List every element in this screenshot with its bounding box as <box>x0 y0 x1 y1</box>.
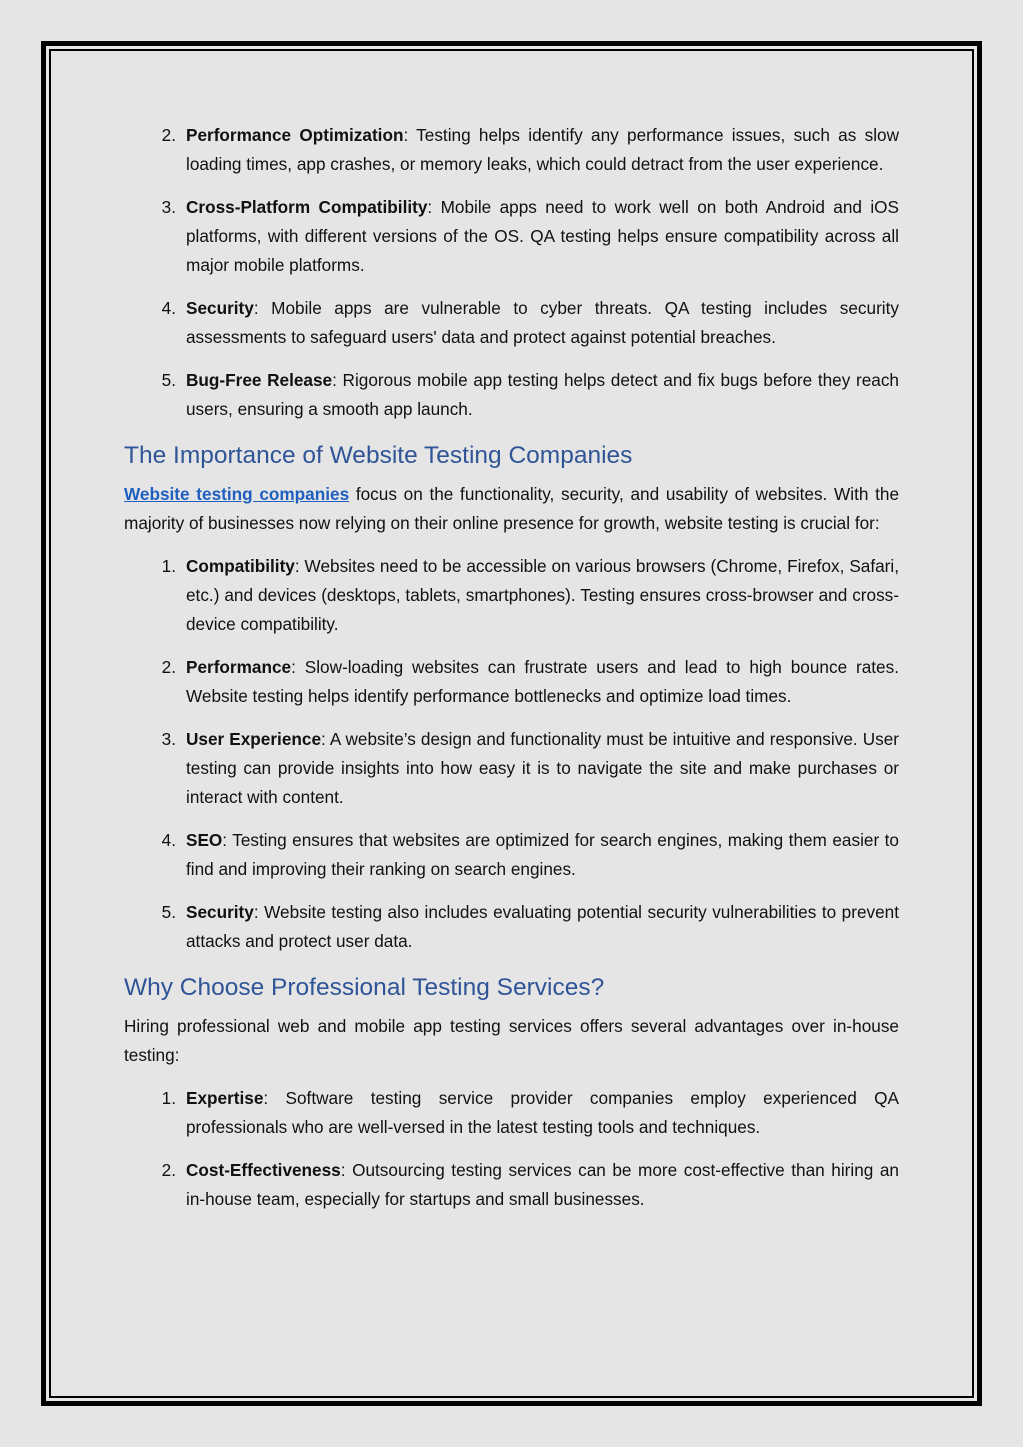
list-item <box>124 826 899 884</box>
list-item-text: : Slow-loading websites can frustrate users and lead to high bounce rates. Website testing helps identify performance bottlenecks and optimize load times. <box>186 657 899 706</box>
section-heading-website-testing: The Importance of Website Testing Companies <box>124 442 633 469</box>
list-number: 4 . <box>154 294 176 323</box>
list-item-text: : Rigorous mobile app testing helps detect and fix bugs before they reach users, ensuring a smooth app launch. <box>186 370 899 419</box>
list-item-text: : Outsourcing testing services can be more cost-effective than hiring an in-house team, especially for startups and small businesses. <box>186 1160 899 1209</box>
list-item-term: Performance Optimization <box>186 125 404 145</box>
list-item-term: Cost-Effectiveness <box>186 1160 341 1180</box>
section-heading-professional-testing: Why Choose Professional Testing Services? <box>124 974 605 1001</box>
list-item-term: Expertise <box>186 1088 264 1108</box>
mobile-benefits-list <box>124 121 899 424</box>
professional-intro-paragraph: Hiring professional web and mobile app testing services offers several advantages over in-house testing: <box>124 1016 899 1065</box>
list-item-term: Performance <box>186 657 292 677</box>
website-benefits-list <box>124 552 899 956</box>
list-item-text: : Mobile apps are vulnerable to cyber threats. QA testing includes security assessments to safeguard users' data and protect against potential breaches. <box>186 298 899 347</box>
list-item-term: Cross-Platform Compatibility <box>186 197 428 217</box>
list-item-text: : A website’s design and functionality must be intuitive and responsive. User testing can provide insights into how easy it is to navigate the site and make purchases or interact with content. <box>186 729 899 807</box>
list-number: 2 . <box>154 653 176 682</box>
list-item <box>124 898 899 956</box>
list-item <box>124 1156 899 1214</box>
list-item-text: : Software testing service provider companies employ experienced QA professionals who are well-versed in the latest testing tools and techniques. <box>186 1088 899 1137</box>
website-intro-paragraph <box>124 480 899 538</box>
list-item <box>124 366 899 424</box>
list-item <box>124 193 899 280</box>
list-item-term: Security <box>186 902 254 922</box>
list-number: 5 . <box>154 366 176 395</box>
list-number: 2 . <box>154 1156 176 1185</box>
list-number: 3 . <box>154 193 176 222</box>
list-number: 3 . <box>154 725 176 754</box>
list-item-text: : Website testing also includes evaluating potential security vulnerabilities to prevent attacks and protect user data. <box>186 902 899 951</box>
paragraph-text: focus on the functionality, security, and usability of websites. With the majority of businesses now relying on their online presence for growth, website testing is crucial for: <box>124 484 900 533</box>
list-item-term: User Experience <box>186 729 322 749</box>
list-item-term: SEO <box>186 830 223 850</box>
list-number: 1 . <box>154 552 176 581</box>
list-item-term: Bug-Free Release <box>186 370 333 390</box>
list-item <box>124 552 899 639</box>
list-item-text: : Websites need to be accessible on various browsers (Chrome, Firefox, Safari, etc.) and devices (desktops, tablets, smartphones). Testing ensures cross-browser and cross-device compatibility. <box>186 556 899 634</box>
list-item-text: : Testing ensures that websites are optimized for search engines, making them easier to find and improving their ranking on search engines. <box>186 830 899 879</box>
list-number: 4 . <box>154 826 176 855</box>
document-body <box>124 121 899 1228</box>
website-testing-companies-link[interactable]: Website testing companies <box>124 484 350 504</box>
list-item <box>124 653 899 711</box>
list-number: 2 . <box>154 121 176 150</box>
list-item-text: : Mobile apps need to work well on both Android and iOS platforms, with different versions of the OS. QA testing helps ensure compatibility across all major mobile platforms. <box>186 197 899 275</box>
list-number: 5 . <box>154 898 176 927</box>
list-item-term: Compatibility <box>186 556 295 576</box>
professional-benefits-list <box>124 1084 899 1214</box>
list-item-text: : Testing helps identify any performance issues, such as slow loading times, app crashes, or memory leaks, which could detract from the user experience. <box>186 125 899 174</box>
list-item <box>124 725 899 812</box>
list-number: 1 . <box>154 1084 176 1113</box>
list-item <box>124 121 899 179</box>
list-item-term: Security <box>186 298 254 318</box>
list-item <box>124 294 899 352</box>
list-item <box>124 1084 899 1142</box>
